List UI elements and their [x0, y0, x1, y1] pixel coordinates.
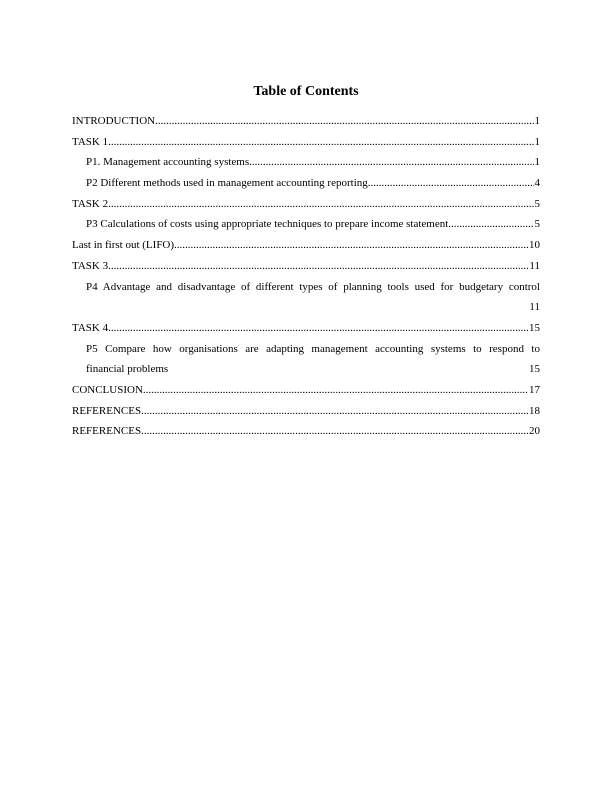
toc-leader-dots	[448, 214, 533, 235]
toc-entry-label: INTRODUCTION	[72, 115, 156, 127]
toc-entry-page: 4	[534, 177, 540, 190]
toc-entry-page: 1	[534, 156, 540, 169]
toc-entry-page: 11	[529, 259, 540, 272]
toc-entry-page: 5	[534, 197, 540, 210]
toc-entry-p1[interactable]	[72, 152, 540, 173]
toc-entry-page: 10	[529, 239, 540, 252]
table-of-contents	[72, 111, 540, 442]
toc-entry-page: 15	[529, 321, 540, 334]
toc-entry-label: Last in first out (LIFO)	[72, 239, 175, 252]
toc-entry-page: 11	[529, 301, 540, 314]
toc-entry-page: 20	[529, 425, 540, 438]
toc-leader-dots	[108, 318, 528, 339]
toc-entry-continuation	[86, 359, 540, 380]
toc-entry-p2[interactable]	[72, 173, 540, 194]
toc-leader-dots	[155, 111, 533, 132]
toc-entry-label-line2: financial problems	[86, 363, 169, 376]
toc-entry-page: 1	[534, 115, 540, 127]
toc-entry-label: REFERENCES	[72, 404, 142, 417]
toc-leader-dots	[141, 401, 528, 422]
toc-entry-label: TASK 2	[72, 197, 109, 210]
toc-leader-dots	[108, 256, 528, 277]
toc-entry-p5[interactable]	[72, 339, 540, 380]
toc-entry-label: TASK 4	[72, 321, 109, 334]
toc-entry-page: 5	[534, 218, 540, 231]
toc-entry-references-2[interactable]	[72, 421, 540, 442]
toc-entry-p4[interactable]	[72, 277, 540, 318]
toc-entry-label: P4 Advantage and disadvantage of different types of planning tools used for budgetary control	[86, 280, 540, 293]
toc-leader-dots	[141, 421, 528, 442]
toc-entry-label: P5 Compare how organisations are adapting management accounting systems to respond to	[86, 342, 540, 355]
toc-entry-conclusion[interactable]	[72, 380, 540, 401]
toc-entry-page: 1	[534, 135, 540, 148]
toc-entry-label: TASK 3	[72, 259, 109, 272]
toc-leader-dots	[108, 132, 533, 153]
toc-leader-dots	[174, 235, 528, 256]
toc-entry-label: CONCLUSION	[72, 383, 143, 396]
toc-leader-dots	[108, 194, 533, 215]
toc-title: Table of Contents	[253, 84, 359, 99]
toc-entry-task-4[interactable]	[72, 318, 540, 339]
toc-entry-lifo[interactable]	[72, 235, 540, 256]
toc-entry-references-1[interactable]	[72, 401, 540, 422]
toc-entry-page: 17	[529, 383, 540, 396]
toc-entry-page: 18	[529, 404, 540, 417]
toc-entry-page: 15	[529, 363, 540, 376]
toc-entry-introduction[interactable]	[72, 111, 540, 132]
toc-entry-label: P2 Different methods used in management accounting reporting	[86, 177, 368, 190]
toc-leader-dots	[368, 173, 534, 194]
toc-leader-dots	[143, 380, 528, 401]
toc-entry-label: TASK 1	[72, 135, 109, 148]
toc-entry-p3[interactable]	[72, 214, 540, 235]
toc-entry-continuation	[86, 297, 540, 318]
toc-entry-task-2[interactable]	[72, 194, 540, 215]
toc-entry-task-1[interactable]	[72, 132, 540, 153]
toc-entry-label: P3 Calculations of costs using appropriate techniques to prepare income statement	[86, 218, 449, 231]
toc-entry-task-3[interactable]	[72, 256, 540, 277]
toc-leader-dots	[249, 152, 533, 173]
toc-entry-label: P1. Management accounting systems	[86, 156, 250, 169]
toc-entry-label: REFERENCES	[72, 425, 142, 438]
